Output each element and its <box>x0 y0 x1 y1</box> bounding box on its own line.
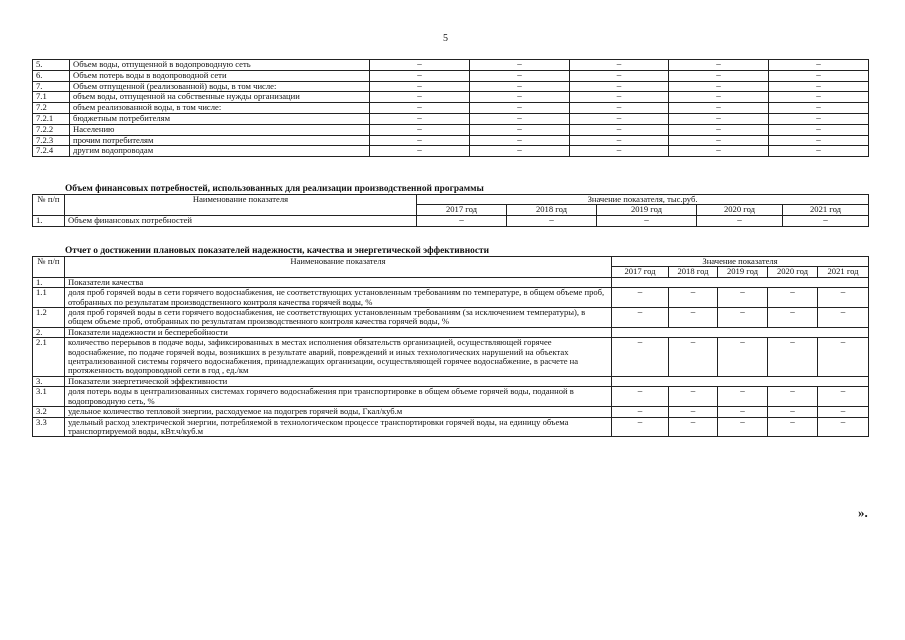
year-header: 2020 год <box>697 205 783 215</box>
table-row <box>33 92 869 103</box>
row-value: – <box>769 70 869 81</box>
row-name: бюджетным потребителям <box>70 113 370 124</box>
row-value: – <box>470 81 570 92</box>
row-name: доля проб горячей воды в сети горячего водоснабжения, не соответствующих установленным требованиям по температуре, в общем объеме проб, отобранных по результатам производственного контроля качества горячей воды, % <box>65 288 612 308</box>
row-value: – <box>570 113 669 124</box>
row-value: – <box>570 124 669 135</box>
row-name: доля проб горячей воды в сети горячего водоснабжения, не соответствующих установленным требованиям (за исключением температуры), в общем объеме проб, отобранных по результатам производственного контроля качества горячей воды, % <box>65 308 612 328</box>
row-name: другим водопроводам <box>70 146 370 157</box>
section-empty <box>612 277 869 287</box>
year-header: 2018 год <box>507 205 597 215</box>
row-num: 1. <box>33 215 65 226</box>
table-row <box>33 387 869 407</box>
row-value: – <box>718 417 768 437</box>
row-value: – <box>669 113 769 124</box>
row-value: – <box>669 288 718 308</box>
row-name: Показатели качества <box>65 277 612 287</box>
row-name: прочим потребителям <box>70 135 370 146</box>
row-value: – <box>570 70 669 81</box>
row-value: – <box>507 215 597 226</box>
row-num: 1.1 <box>33 288 65 308</box>
row-value: – <box>768 288 818 308</box>
row-value: – <box>470 146 570 157</box>
row-value: – <box>612 407 669 417</box>
row-value: – <box>370 103 470 114</box>
row-value: – <box>370 92 470 103</box>
row-name: объем реализованной воды, в том числе: <box>70 103 370 114</box>
row-value: – <box>597 215 697 226</box>
row-name: объем воды, отпущенной на собственные нужды организации <box>70 92 370 103</box>
year-header: 2020 год <box>768 267 818 277</box>
row-num: 3. <box>33 376 65 386</box>
year-header: 2021 год <box>818 267 869 277</box>
row-num: 7.2 <box>33 103 70 114</box>
row-value: – <box>370 124 470 135</box>
row-value: – <box>612 387 669 407</box>
row-name: Объем отпущенной (реализованной) воды, в том числе: <box>70 81 370 92</box>
row-value: – <box>669 135 769 146</box>
row-num: 7.2.3 <box>33 135 70 146</box>
year-header: 2019 год <box>718 267 768 277</box>
table-indicators <box>32 256 869 437</box>
indicators-table-title: Отчет о достижении плановых показателей надежности, качества и энергетической эффективности <box>65 246 490 256</box>
row-name: количество перерывов в подаче воды, зафиксированных в местах исполнения обязательств организацией, осуществляющей горячее водоснабжение, по подаче горячей воды, возникших в результате аварий, повреждений и иных технологических нарушений на объектах централизованной системы горячего водоснабжения, принадлежащих организации, осуществляющей горячее водоснабжение, в расчете на протяженность водопроводной сети в год , ед./км <box>65 338 612 377</box>
row-value: – <box>769 60 869 71</box>
row-value: – <box>370 60 470 71</box>
section-empty <box>612 376 869 386</box>
table-row <box>33 288 869 308</box>
row-value: – <box>718 407 768 417</box>
row-value: – <box>669 60 769 71</box>
row-value: – <box>612 288 669 308</box>
section-empty <box>612 327 869 337</box>
row-value: – <box>718 288 768 308</box>
row-num: 2.1 <box>33 338 65 377</box>
row-value: – <box>768 308 818 328</box>
row-name: Населению <box>70 124 370 135</box>
table-row <box>33 417 869 437</box>
row-value: – <box>768 338 818 377</box>
row-value: – <box>669 124 769 135</box>
table-financial-needs <box>32 194 869 227</box>
row-value: – <box>370 135 470 146</box>
row-num: 3.2 <box>33 407 65 417</box>
year-header: 2017 год <box>417 205 507 215</box>
row-value: – <box>669 338 718 377</box>
row-num: 3.1 <box>33 387 65 407</box>
row-value: – <box>370 146 470 157</box>
row-value: – <box>570 135 669 146</box>
financial-table-title: Объем финансовых потребностей, использованных для реализации производственной программы <box>65 184 484 194</box>
row-value: – <box>470 60 570 71</box>
year-header: 2018 год <box>669 267 718 277</box>
col-header-value: Значение показателя, тыс.руб. <box>417 195 869 205</box>
row-value: – <box>570 81 669 92</box>
row-num: 1.2 <box>33 308 65 328</box>
row-value: – <box>818 407 869 417</box>
row-value: – <box>818 387 869 407</box>
row-value: – <box>768 407 818 417</box>
col-header-name: Наименование показателя <box>65 257 612 278</box>
row-value: – <box>697 215 783 226</box>
row-value: – <box>669 81 769 92</box>
row-value: – <box>470 92 570 103</box>
row-value: – <box>470 113 570 124</box>
row-value: – <box>669 146 769 157</box>
row-value: – <box>570 146 669 157</box>
row-value: – <box>612 308 669 328</box>
year-header: 2017 год <box>612 267 669 277</box>
row-value: – <box>718 338 768 377</box>
table-row <box>33 113 869 124</box>
row-value: – <box>818 308 869 328</box>
row-value: – <box>818 417 869 437</box>
row-value: – <box>669 308 718 328</box>
row-value: – <box>768 417 818 437</box>
year-header: 2019 год <box>597 205 697 215</box>
col-header-name: Наименование показателя <box>65 195 417 216</box>
table-row <box>33 103 869 114</box>
row-value: – <box>669 70 769 81</box>
row-num: 1. <box>33 277 65 287</box>
row-value: – <box>669 103 769 114</box>
row-name: Показатели надежности и бесперебойности <box>65 327 612 337</box>
table-water-volumes <box>32 59 869 157</box>
row-value: – <box>783 215 869 226</box>
table-row <box>33 135 869 146</box>
row-value: – <box>470 135 570 146</box>
row-value: – <box>570 92 669 103</box>
row-name: Объем воды, отпущенной в водопроводную сеть <box>70 60 370 71</box>
row-value: – <box>470 70 570 81</box>
row-num: 5. <box>33 60 70 71</box>
row-value: – <box>669 407 718 417</box>
table-row <box>33 338 869 377</box>
row-value: – <box>669 417 718 437</box>
row-name: Объем финансовых потребностей <box>65 215 417 226</box>
row-name: Показатели энергетической эффективности <box>65 376 612 386</box>
section-row <box>33 376 869 386</box>
row-num: 3.3 <box>33 417 65 437</box>
row-num: 7.2.1 <box>33 113 70 124</box>
row-value: – <box>769 113 869 124</box>
row-value: – <box>370 81 470 92</box>
col-header-value: Значение показателя <box>612 257 869 267</box>
row-value: – <box>370 70 470 81</box>
row-name: доля потерь воды в централизованных системах горячего водоснабжения при транспортировке в общем объеме горячей воды, поданной в водопроводную сеть, % <box>65 387 612 407</box>
row-value: – <box>769 92 869 103</box>
row-value: – <box>718 308 768 328</box>
end-quote-mark: ». <box>858 505 868 520</box>
row-value: – <box>769 81 869 92</box>
row-num: 7.1 <box>33 92 70 103</box>
table-row <box>33 407 869 417</box>
row-value: – <box>669 92 769 103</box>
row-num: 2. <box>33 327 65 337</box>
row-value: – <box>818 288 869 308</box>
table-row <box>33 70 869 81</box>
col-header-num: № п/п <box>33 257 65 278</box>
section-row <box>33 277 869 287</box>
page-number: 5 <box>443 33 448 44</box>
row-num: 7.2.4 <box>33 146 70 157</box>
section-row <box>33 327 869 337</box>
table-row <box>33 81 869 92</box>
year-header: 2021 год <box>783 205 869 215</box>
row-value: – <box>570 103 669 114</box>
row-value: – <box>570 60 669 71</box>
row-num: 6. <box>33 70 70 81</box>
row-value: – <box>669 387 718 407</box>
table-row <box>33 308 869 328</box>
table-row <box>33 124 869 135</box>
row-value: – <box>718 387 768 407</box>
col-header-num: № п/п <box>33 195 65 216</box>
row-value: – <box>612 417 669 437</box>
row-value: – <box>769 124 869 135</box>
row-name: Объем потерь воды в водопроводной сети <box>70 70 370 81</box>
row-value: – <box>769 146 869 157</box>
row-num: 7.2.2 <box>33 124 70 135</box>
row-value: – <box>769 103 869 114</box>
row-value: – <box>818 338 869 377</box>
row-value: – <box>417 215 507 226</box>
row-value: – <box>370 113 470 124</box>
row-value: – <box>470 103 570 114</box>
row-value: – <box>612 338 669 377</box>
row-value: – <box>769 135 869 146</box>
table-row <box>33 60 869 71</box>
table-row <box>33 146 869 157</box>
row-value: – <box>470 124 570 135</box>
row-num: 7. <box>33 81 70 92</box>
row-name: удельный расход электрической энергии, потребляемой в технологическом процессе транспортировки горячей воды, на единицу объема транспортируемой воды, кВт.ч/куб.м <box>65 417 612 437</box>
row-value: – <box>768 387 818 407</box>
row-name: удельное количество тепловой энергии, расходуемое на подогрев горячей воды, Гкал/куб.м <box>65 407 612 417</box>
